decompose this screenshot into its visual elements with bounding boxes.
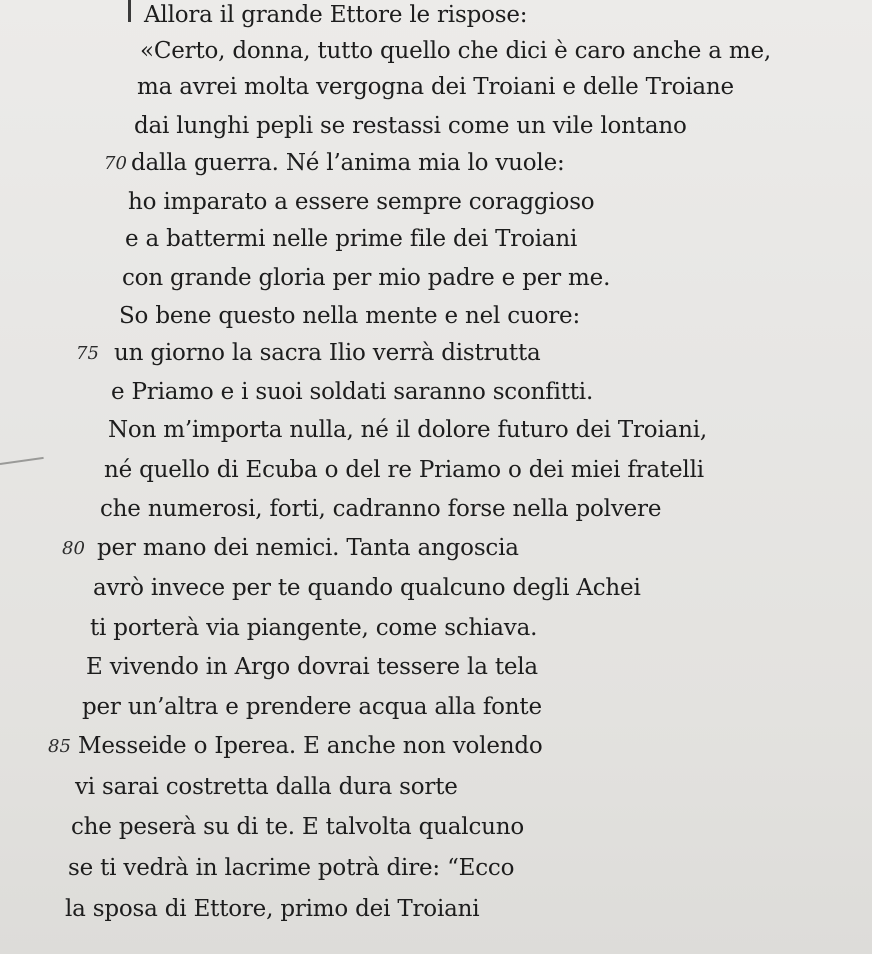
line-text: se ti vedrà in lacrime potrà dire: “Ecco [68, 855, 515, 881]
line-text: «Certo, donna, tutto quello che dici è caro anche a me, [140, 38, 772, 64]
line-text: avrò invece per te quando qualcuno degli Achei [93, 575, 641, 601]
line-text: So bene questo nella mente e nel cuore: [119, 303, 581, 329]
line-text: che numerosi, forti, cadranno forse nella polvere [100, 496, 662, 522]
line-number: 80 [62, 538, 85, 559]
line-text: Messeide o Iperea. E anche non volendo [78, 733, 543, 759]
line-text: per mano dei nemici. Tanta angoscia [97, 535, 519, 561]
line-text: per un’altra e prendere acqua alla fonte [82, 694, 542, 720]
line-text: E vivendo in Argo dovrai tessere la tela [86, 654, 538, 680]
line-text: ho imparato a essere sempre coraggioso [128, 189, 595, 215]
line-text: e a battermi nelle prime file dei Troiani [125, 226, 578, 252]
margin-rule [128, 0, 131, 22]
line-text: né quello di Ecuba o del re Priamo o dei miei fratelli [104, 457, 704, 483]
line-text: che peserà su di te. E talvolta qualcuno [71, 814, 525, 840]
margin-mark [0, 457, 44, 465]
line-text: e Priamo e i suoi soldati saranno sconfitti. [111, 379, 594, 405]
line-text: vi sarai costretta dalla dura sorte [75, 774, 458, 800]
line-text: la sposa di Ettore, primo dei Troiani [65, 896, 480, 922]
line-text: dalla guerra. Né l’anima mia lo vuole: [131, 150, 565, 176]
line-text: ti porterà via piangente, come schiava. [90, 615, 538, 641]
line-text: ma avrei molta vergogna dei Troiani e delle Troiane [137, 74, 734, 100]
line-text: con grande gloria per mio padre e per me. [122, 265, 611, 291]
line-text: un giorno la sacra Ilio verrà distrutta [114, 340, 541, 366]
line-number: 75 [76, 343, 99, 364]
line-text: Allora il grande Ettore le rispose: [144, 2, 528, 28]
line-number: 85 [48, 736, 71, 757]
line-text: dai lunghi pepli se restassi come un vile lontano [134, 113, 687, 139]
line-text: Non m’importa nulla, né il dolore futuro dei Troiani, [108, 417, 708, 443]
line-number: 70 [104, 153, 127, 174]
